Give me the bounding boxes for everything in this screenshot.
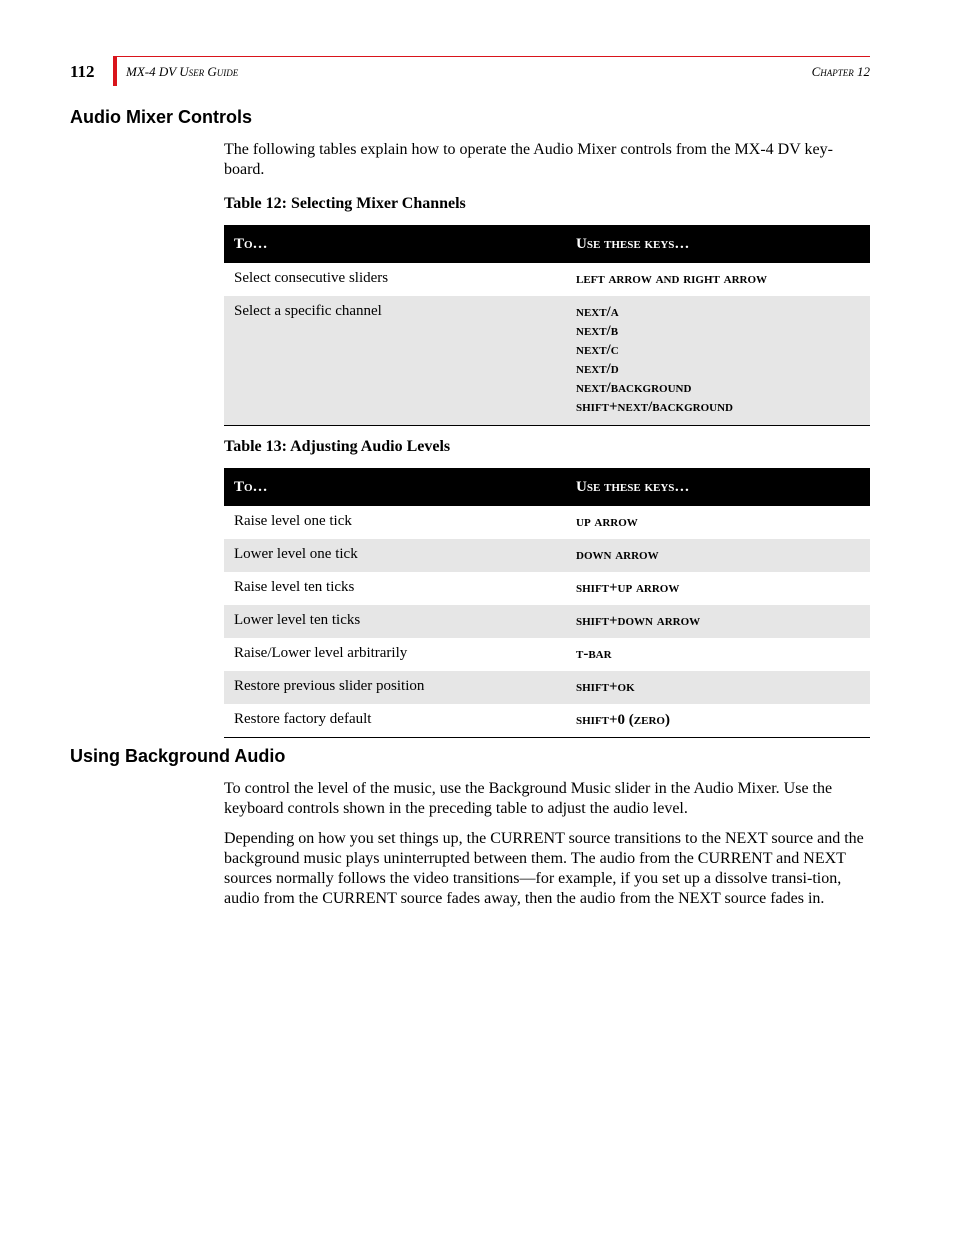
table-row — [224, 296, 870, 426]
table-cell-keys: left arrow and right arrow — [576, 271, 768, 287]
table-row — [224, 638, 870, 671]
table13-header-keys: Use these keys… — [566, 468, 870, 506]
table13-caption: Table 13: Adjusting Audio Levels — [224, 438, 451, 455]
table-row — [224, 704, 870, 738]
table-cell-action: Select a specific channel — [224, 296, 566, 426]
background-audio-paragraph-2: Depending on how you set things up, the CURRENT source transitions to the NEXT source and the background music plays uninterrupted between them. The audio from the CURRENT and NEXT sources normally follows the video transitions—for example, if you set up a dissolve transi-tion, audio from the CURRENT source fades away, then the audio from the NEXT source fades in. — [224, 830, 864, 907]
table-row — [224, 605, 870, 638]
table-row — [224, 263, 870, 296]
page-number: 112 — [70, 62, 95, 81]
table-cell-keys — [566, 296, 870, 426]
table13-header-to: To… — [224, 468, 566, 506]
header-rule — [117, 56, 870, 57]
table-cell-action: Raise level ten ticks — [234, 579, 355, 595]
key-line: next/b — [576, 323, 619, 339]
table-row — [224, 671, 870, 704]
table-cell-keys: shift+up arrow — [576, 580, 680, 596]
guide-title: MX-4 DV User Guide — [126, 64, 239, 79]
key-line: next/d — [576, 361, 619, 377]
table-cell-action: Lower level one tick — [224, 539, 566, 572]
table-cell-keys: shift+0 (zero) — [566, 704, 870, 738]
table13-header-row — [224, 468, 870, 506]
table12-header-row — [224, 225, 870, 263]
table-cell-action: Restore factory default — [224, 704, 566, 738]
key-line: next/a — [576, 304, 619, 320]
table-row — [224, 572, 870, 605]
header-accent-bar — [113, 56, 117, 86]
key-line: shift+next/background — [576, 399, 733, 415]
key-line: next/background — [576, 380, 692, 396]
background-audio-paragraph-1: To control the level of the music, use the Background Music slider in the Audio Mixer. Use the keyboard controls shown in the preceding table to adjust the audio level. — [224, 780, 833, 817]
table-cell-keys: up arrow — [576, 514, 638, 530]
table-row — [224, 539, 870, 572]
section-heading-using-background-audio: Using Background Audio — [70, 746, 286, 766]
table12-caption: Table 12: Selecting Mixer Channels — [224, 195, 466, 212]
table12-header-keys: Use these keys… — [566, 225, 870, 263]
table-cell-action: Raise level one tick — [234, 513, 352, 529]
table-cell-keys: down arrow — [566, 539, 870, 572]
table-cell-keys: t-bar — [576, 646, 612, 662]
chapter-label: Chapter 12 — [811, 64, 870, 79]
intro-paragraph: The following tables explain how to operate the Audio Mixer controls from the MX-4 DV key-board. — [224, 141, 833, 178]
table-cell-keys: shift+ok — [566, 671, 870, 704]
table-cell-action: Lower level ten ticks — [224, 605, 566, 638]
table-adjusting-audio-levels — [224, 468, 870, 738]
table12-header-to: To… — [224, 225, 566, 263]
table-cell-action: Raise/Lower level arbitrarily — [234, 645, 408, 661]
section-heading-audio-mixer-controls: Audio Mixer Controls — [70, 107, 253, 127]
table-cell-action: Select consecutive sliders — [234, 270, 389, 286]
table-selecting-mixer-channels — [224, 225, 870, 426]
table-cell-action: Restore previous slider position — [224, 671, 566, 704]
table-cell-keys: shift+down arrow — [566, 605, 870, 638]
table-row — [224, 506, 870, 539]
key-line: next/c — [576, 342, 619, 358]
